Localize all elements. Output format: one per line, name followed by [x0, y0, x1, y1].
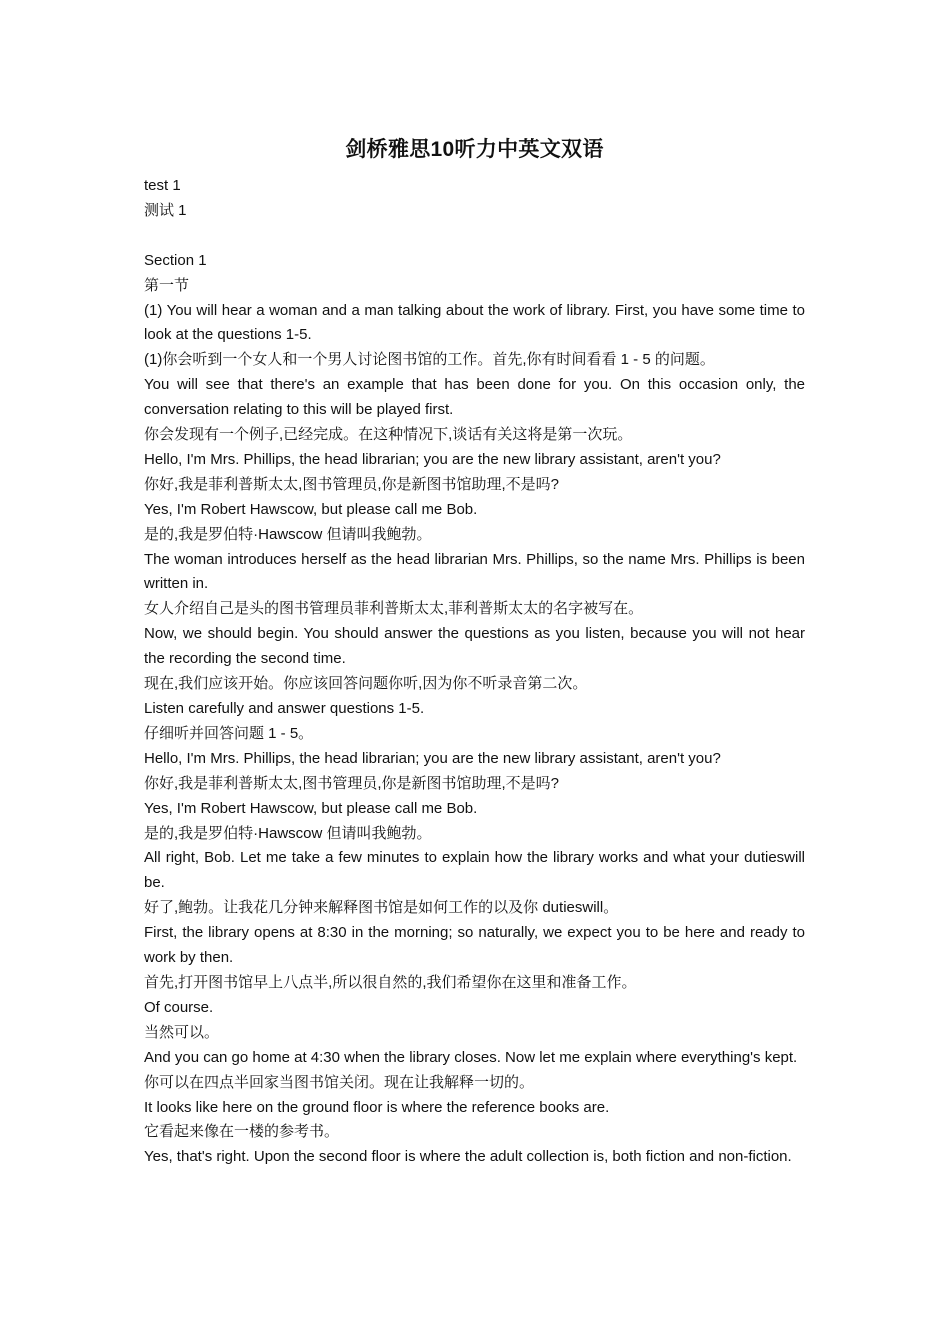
body-line: Hello, I'm Mrs. Phillips, the head librarian; you are the new library assistant, aren't you?	[144, 749, 721, 767]
body-line: 好了,鲍勃。让我花几分钟来解释图书馆是如何工作的以及你 dutieswill。	[144, 899, 619, 917]
body-line: Yes, I'm Robert Hawscow, but please call me Bob.	[144, 500, 478, 518]
body-line: First, the library opens at 8:30 in the morning; so naturally, we expect you to be here and ready to work by then.	[144, 924, 805, 967]
body-line: 是的,我是罗伯特·Hawscow 但请叫我鲍勃。	[144, 525, 432, 543]
body-line: 是的,我是罗伯特·Hawscow 但请叫我鲍勃。	[144, 824, 432, 842]
body-line: Yes, that's right. Upon the second floor is where the adult collection is, both fiction and non-fiction.	[144, 1148, 792, 1166]
document-title: 剑桥雅思10听力中英文双语	[345, 138, 604, 161]
body-line: And you can go home at 4:30 when the library closes. Now let me explain where everything's kept.	[144, 1048, 798, 1066]
body-line: 当然可以。	[144, 1023, 220, 1041]
body-line: 现在,我们应该开始。你应该回答问题你听,因为你不听录音第二次。	[144, 675, 588, 693]
body-line: Listen carefully and answer questions 1-5.	[144, 700, 425, 718]
document-page	[144, 134, 805, 1170]
body-line: 首先,打开图书馆早上八点半,所以很自然的,我们希望你在这里和准备工作。	[144, 973, 637, 991]
body-line: (1) You will hear a woman and a man talking about the work of library. First, you have some time to look at the questions 1-5.	[144, 301, 805, 344]
blank-line	[144, 224, 805, 249]
body-line: 测试 1	[144, 201, 187, 219]
body-line: 它看起来像在一楼的参考书。	[144, 1123, 340, 1141]
body-line: 你会发现有一个例子,已经完成。在这种情况下,谈话有关这将是第一次玩。	[144, 426, 633, 444]
body-line: (1)你会听到一个女人和一个男人讨论图书馆的工作。首先,你有时间看看 1 - 5 的问题。	[144, 351, 715, 369]
body-line: 仔细听并回答问题 1 - 5。	[144, 724, 314, 742]
body-line: Hello, I'm Mrs. Phillips, the head librarian; you are the new library assistant, aren't you?	[144, 450, 721, 468]
body-line: 第一节	[144, 276, 190, 294]
body-line: Yes, I'm Robert Hawscow, but please call me Bob.	[144, 799, 478, 817]
body-line: 你好,我是菲利普斯太太,图书管理员,你是新图书馆助理,不是吗?	[144, 774, 560, 792]
body-line: All right, Bob. Let me take a few minutes to explain how the library works and what your dutieswill be.	[144, 849, 805, 892]
body-line: test 1	[144, 177, 181, 194]
body-line: 你好,我是菲利普斯太太,图书管理员,你是新图书馆助理,不是吗?	[144, 475, 560, 493]
body-line: Now, we should begin. You should answer the questions as you listen, because you will not hear the recording the second time.	[144, 625, 805, 668]
body-line: You will see that there's an example that has been done for you. On this occasion only, the conversation relating to this will be played first.	[144, 376, 805, 419]
body-line: Of course.	[144, 998, 214, 1016]
body-line: Section 1	[144, 251, 207, 269]
body-line: The woman introduces herself as the head librarian Mrs. Phillips, so the name Mrs. Phillips is been written in.	[144, 550, 805, 593]
body-line: 你可以在四点半回家当图书馆关闭。现在让我解释一切的。	[144, 1073, 535, 1091]
body-line: It looks like here on the ground floor is where the reference books are.	[144, 1098, 610, 1116]
body-line: 女人介绍自己是头的图书管理员菲利普斯太太,菲利普斯太太的名字被写在。	[144, 600, 644, 618]
document-body	[144, 174, 805, 1170]
